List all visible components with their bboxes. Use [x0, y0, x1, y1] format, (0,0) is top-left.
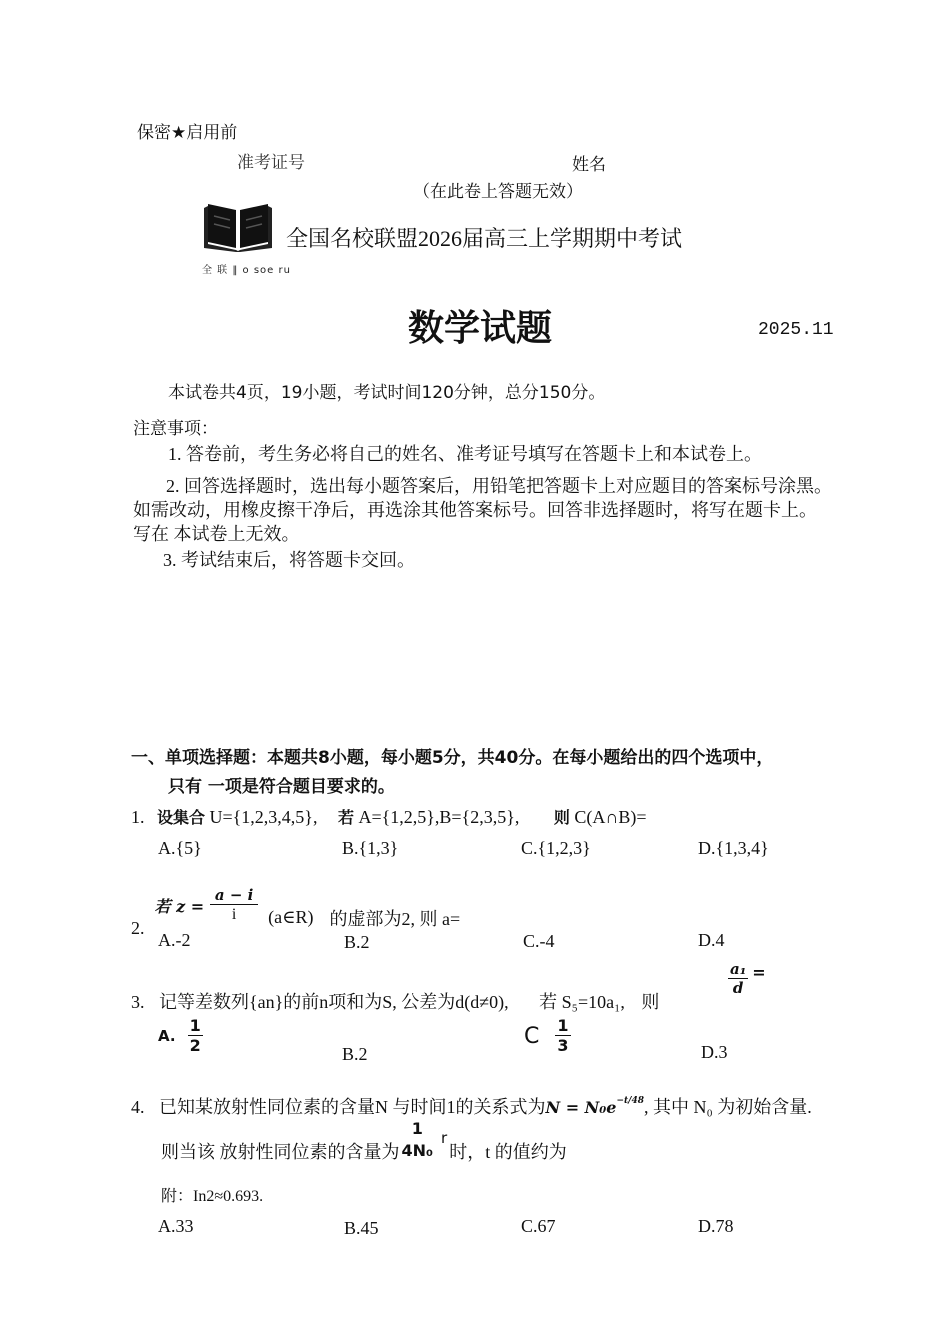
option-b: B.2 — [344, 932, 370, 952]
question-tail: 的虚部为2, 则 a= — [329, 908, 461, 929]
question-lead: 设集合 — [157, 808, 206, 827]
book-logo-icon — [202, 200, 274, 252]
question-number: 4. — [131, 1097, 145, 1117]
decay-exponent: −t/48 — [616, 1096, 644, 1106]
fraction-quarter-n0: 1 4N₀ — [401, 1119, 434, 1160]
option-d: D.78 — [698, 1216, 734, 1236]
note-item-2: 2. 回答选择题时，选出每小题答案后，用铅笔把答题卡上对应题目的答案标号涂黑。 如需改动，用橡皮擦干净后，再选涂其他答案标号。回答非选择题时，将写在题卡上。写在 本试卷上无效。 — [133, 476, 832, 544]
logo-caption: 全 联 ‖ o soe ru — [202, 265, 291, 276]
name-label: 姓名 — [572, 155, 606, 175]
question-number: 3. — [131, 992, 145, 1012]
option-a: A.{5} — [158, 838, 202, 858]
section-heading: 一、单项选择题：本题共8小题，每小题5分，共40分。在每小题给出的四个选项中， — [131, 748, 774, 768]
question-text: 则当该 放射性同位素的含量为 — [161, 1142, 400, 1162]
option-c: C.{1,2,3} — [521, 838, 591, 858]
option-b: B.{1,3} — [342, 838, 399, 858]
question-1 — [131, 805, 647, 828]
section-heading-line2: 只有 一项是符合题目要求的。 — [168, 777, 395, 797]
question-text: 记等差数列{an}的前n项和为S, 公差为d(d≠0), — [159, 992, 509, 1012]
exam-date: 2025.11 — [758, 320, 834, 340]
notes-heading: 注意事项： — [133, 419, 218, 439]
appendix-note: 附：In2≈0.693. — [161, 1188, 264, 1205]
subject-title: 数学试题 — [408, 308, 553, 349]
exam-summary: 本试卷共4页，19小题，考试时间120分钟，总分150分。 — [168, 383, 606, 403]
question-2 — [131, 872, 460, 939]
sets-ab: A={1,2,5},B={2,3,5}, — [358, 807, 520, 827]
question-condition: 若 S₅=10a₁, — [539, 992, 625, 1012]
then-word: 则 — [641, 992, 660, 1012]
if-z: 若 z = — [154, 897, 205, 916]
option-d: D.3 — [701, 1042, 728, 1062]
option-c: C $\frac{1}{3}$ — [524, 1016, 569, 1055]
option-b: B.45 — [344, 1218, 379, 1238]
decay-formula: N = N₀e — [545, 1098, 617, 1117]
note-item-3: 3. 考试结束后，将答题卡交回。 — [163, 550, 415, 570]
question-number: 2. — [131, 918, 145, 938]
set-u: U={1,2,3,4,5}, — [209, 807, 318, 827]
option-a: A.33 — [158, 1216, 194, 1236]
exam-id-label: 准考证号 — [237, 153, 305, 173]
question-number: 1. — [131, 807, 145, 827]
superscript-r: r — [441, 1129, 448, 1147]
then-word: 则 — [553, 808, 570, 827]
fraction-z: $\frac{a - i}{i}$ — [210, 888, 258, 923]
question-3 — [131, 988, 659, 1014]
note-item-1: 1. 答卷前，考生务必将自己的姓名、准考证号填写在答题卡上和本试卷上。 — [168, 444, 762, 464]
option-a: A. $\frac{1}{2}$ — [158, 1016, 201, 1055]
fraction-a1-d: $\frac{\text{a₁}}{d}$ = — [730, 960, 766, 997]
option-b: B.2 — [342, 1044, 368, 1064]
question-4-line2 — [161, 1116, 567, 1164]
question-text-tail: , 其中 N₀ 为初始含量. — [644, 1097, 812, 1117]
league-logo — [202, 200, 291, 280]
option-c: C.67 — [521, 1216, 556, 1236]
if-word: 若 — [337, 808, 354, 827]
question-text-tail: 时，t 的值约为 — [449, 1142, 567, 1162]
option-d: D.{1,3,4} — [698, 838, 769, 858]
invalid-note: （在此卷上答题无效） — [413, 182, 583, 202]
confidential-mark: 保密★启用前 — [137, 123, 238, 143]
question-expr: C(A∩B)= — [574, 807, 647, 827]
exam-title: 全国名校联盟2026届高三上学期期中考试 — [286, 226, 683, 251]
condition: (a∈R) — [268, 907, 314, 927]
option-a: A.-2 — [158, 930, 191, 950]
question-text: 已知某放射性同位素的含量N 与时间1的关系式为 — [159, 1097, 546, 1117]
option-c: C.-4 — [523, 931, 555, 951]
option-d: D.4 — [698, 930, 725, 950]
